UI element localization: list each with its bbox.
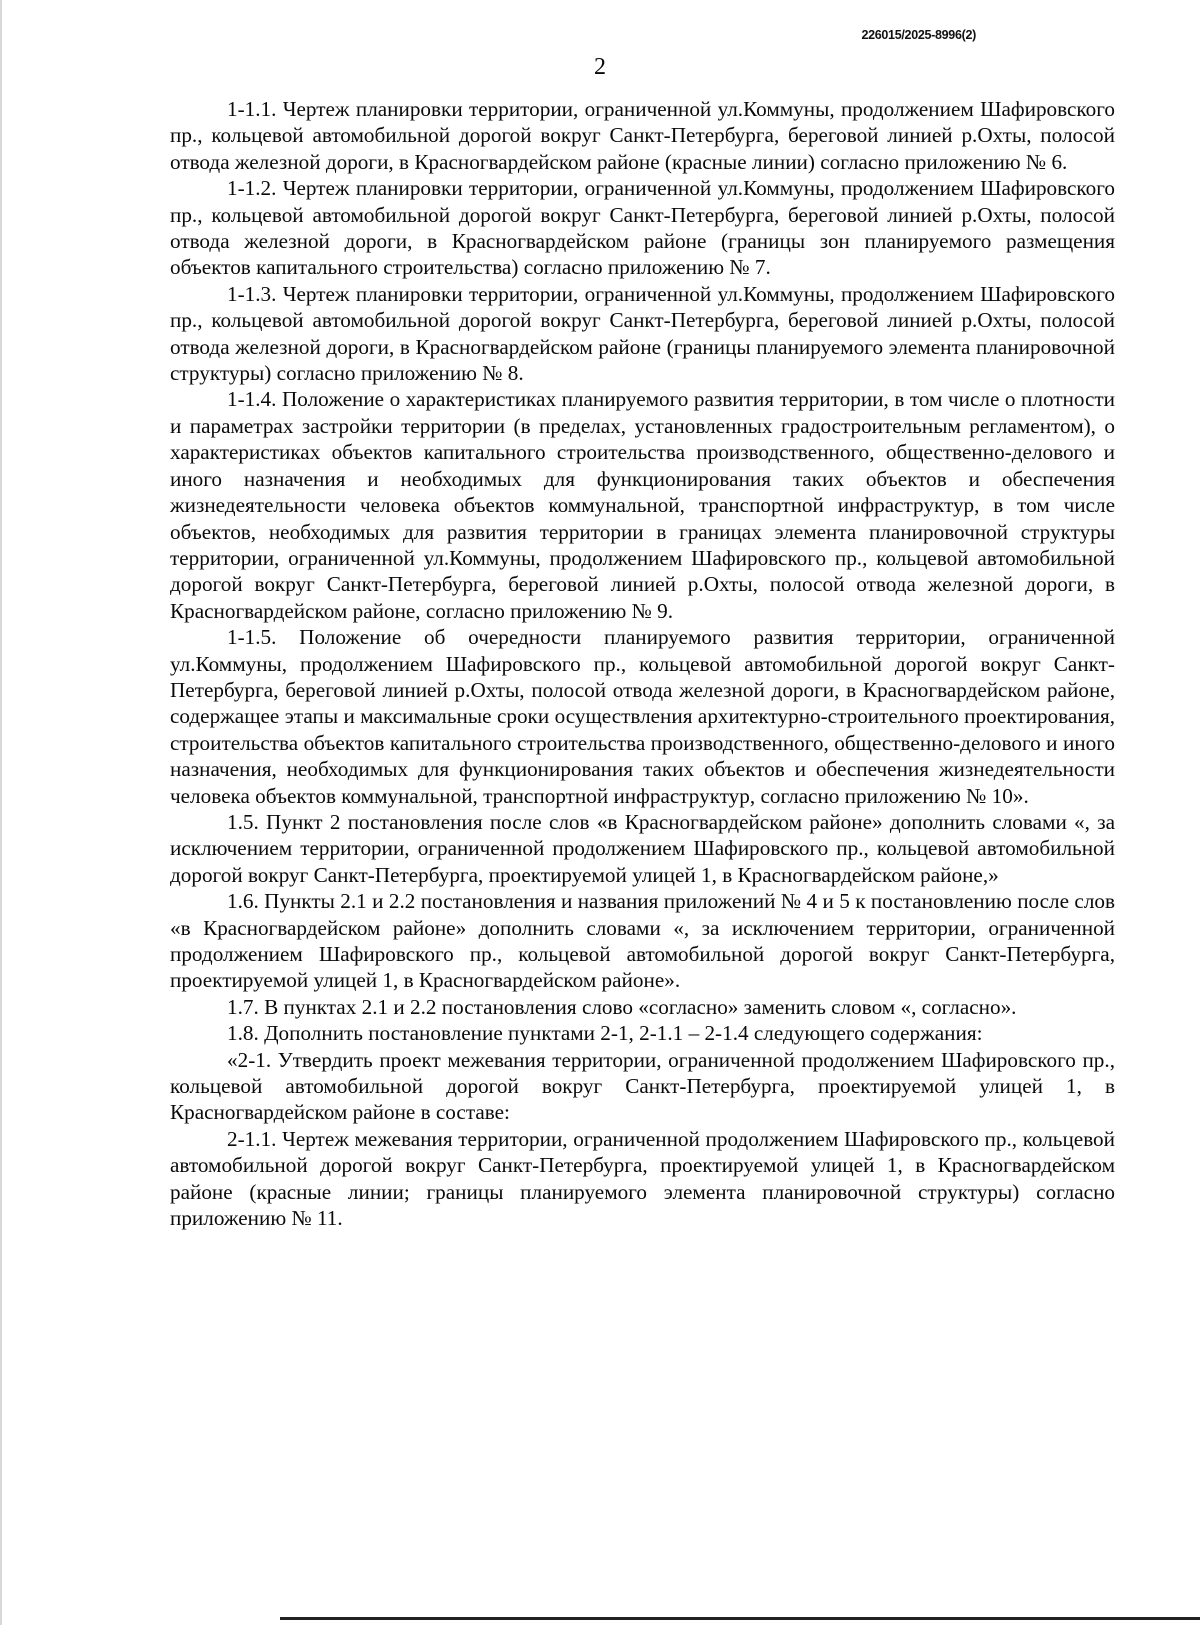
paragraph-1-1-1: 1-1.1. Чертеж планировки территории, ограниченной ул.Коммуны, продолжением Шафировского пр., кольцевой автомобильной дорогой вокруг Санкт-Петербурга, береговой линией р.Охты, полосой отвода железной дороги, в Красногвардейском районе (красные линии) согласно приложению № 6.: [170, 97, 1115, 174]
paragraph-1-1-2: 1-1.2. Чертеж планировки территории, ограниченной ул.Коммуны, продолжением Шафировского пр., кольцевой автомобильной дорогой вокруг Санкт-Петербурга, береговой линией р.Охты, полосой отвода железной дороги, в Красногвардейском районе (границы зон планируемого размещения объектов капитального строительства) согласно приложению № 7.: [170, 176, 1115, 280]
paragraph-1-8: 1.8. Дополнить постановление пунктами 2-1, 2-1.1 – 2-1.4 следующего содержания:: [227, 1021, 983, 1046]
paragraph-1-7: 1.7. В пунктах 2.1 и 2.2 постановления слово «согласно» заменить словом «, согласно».: [227, 994, 1017, 1019]
paragraph-2-1: «2-1. Утвердить проект межевания территории, ограниченной продолжением Шафировского пр., кольцевой автомобильной дорогой вокруг Санкт-Петербурга, проектируемой улицей 1, в Красногвардейском районе в составе:: [170, 1047, 1115, 1125]
document-registration-number: 226015/2025-8996(2): [861, 28, 976, 42]
paragraph-1-1-4: 1-1.4. Положение о характеристиках планируемого развития территории, в том числе о плотности и параметрах застройки территории (в пределах, установленных градостроительным регламентом), о характеристиках объектов капитального строительства производственного, общественно-делового и иного назначения и необходимых для функционирования таких объектов и обеспечения жизнедеятельности человека объектов коммунальной, транспортной инфраструктур, в том числе объектов, необходимых для развития территории в границах элемента планировочной структуры территории, ограниченной ул.Коммуны, продолжением Шафировского пр., кольцевой автомобильной дорогой вокруг Санкт-Петербурга, береговой линией р.Охты, полосой отвода железной дороги, в Красногвардейском районе, согласно приложению № 9.: [170, 387, 1115, 623]
scan-edge: [0, 0, 2, 1625]
paragraph-1-6: 1.6. Пункты 2.1 и 2.2 постановления и названия приложений № 4 и 5 к постановлению после слов «в Красногвардейском районе» дополнить словами «, за исключением территории, ограниченной продолжением Шафировского пр., кольцевой автомобильной дорогой вокруг Санкт-Петербурга, проектируемой улицей 1, в Красногвардейском районе».: [170, 889, 1115, 993]
paragraph-1-5: 1.5. Пункт 2 постановления после слов «в Красногвардейском районе» дополнить словами «, за исключением территории, ограниченной продолжением Шафировского пр., кольцевой автомобильной дорогой вокруг Санкт-Петербурга, проектируемой улицей 1, в Красногвардейском районе,»: [170, 809, 1115, 887]
bottom-scan-line: [280, 1617, 1200, 1620]
paragraph-1-1-3: 1-1.3. Чертеж планировки территории, ограниченной ул.Коммуны, продолжением Шафировского пр., кольцевой автомобильной дорогой вокруг Санкт-Петербурга, береговой линией р.Охты, полосой отвода железной дороги, в Красногвардейском районе (границы планируемого элемента планировочной структуры) согласно приложению № 8.: [170, 281, 1115, 386]
paragraph-1-1-5: 1-1.5. Положение об очередности планируемого развития территории, ограниченной ул.Коммуны, продолжением Шафировского пр., кольцевой автомобильной дорогой вокруг Санкт-Петербурга, береговой линией р.Охты, полосой отвода железной дороги, в Красногвардейском районе, содержащее этапы и максимальные сроки осуществления архитектурно-строительного проектирования, строительства объектов капитального строительства производственного, общественно-делового и иного назначения, необходимых для функционирования таких объектов и обеспечения жизнедеятельности человека объектов коммунальной, транспортной инфраструктур, согласно приложению № 10».: [170, 625, 1115, 808]
paragraph-2-1-1: 2-1.1. Чертеж межевания территории, ограниченной продолжением Шафировского пр., кольцевой автомобильной дорогой вокруг Санкт-Петербурга, проектируемой улицей 1, в Красногвардейском районе (красные линии; границы планируемого элемента планировочной структуры) согласно приложению № 11.: [170, 1126, 1115, 1231]
page-number: 2: [594, 54, 606, 80]
document-body: [170, 96, 1115, 1231]
